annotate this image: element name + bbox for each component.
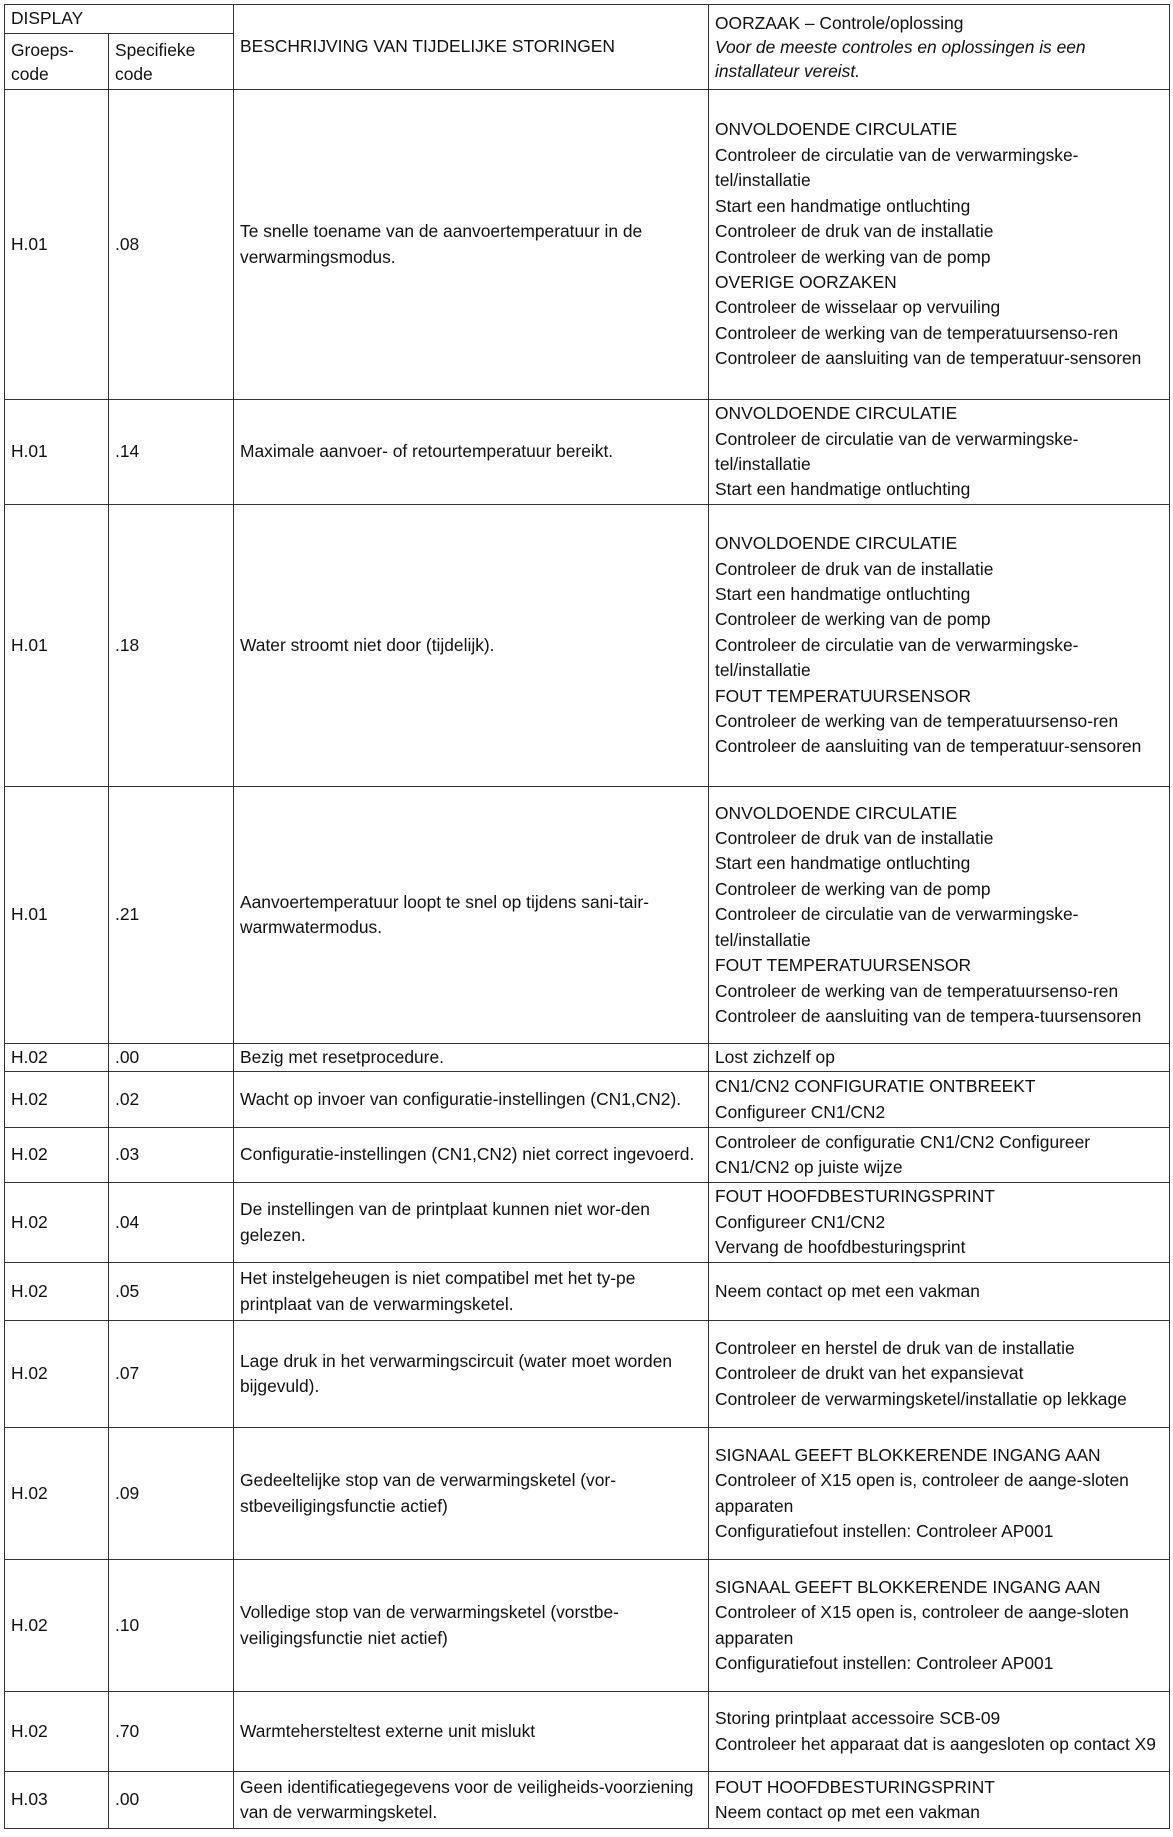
description-header: BESCHRIJVING VAN TIJDELIJKE STORINGEN [234,5,709,90]
cause-line: CN1/CN2 CONFIGURATIE ONTBREEKT [715,1076,1036,1097]
specific-code-cell: .07 [109,1321,234,1428]
cause-line: Storing printplaat accessoire SCB-09 [715,1708,1001,1729]
cause-line: Controleer de drukt van het expansievat [715,1363,1024,1384]
cause-line: Controleer de werking van de temperatuursenso-ren [715,322,1119,343]
cause-line: Controleer de druk van de installatie [715,221,994,242]
cause-header-title: OORZAAK – Controle/oplossing [715,13,964,33]
cause-line: ONVOLDOENDE CIRCULATIE [715,802,958,823]
cause-line: FOUT HOOFDBESTURINGSPRINT [715,1186,995,1207]
table-row [5,1263,1170,1321]
specific-code-cell: .05 [109,1263,234,1321]
cause-line: Controleer de druk van de installatie [715,558,994,579]
cause-line: Controleer de werking van de pomp [715,878,991,899]
cause-line: Controleer en herstel de druk van de installatie [715,1337,1075,1358]
specific-code-cell: .00 [109,1772,234,1829]
cause-line: Controleer de werking van de temperatuursenso-ren [715,711,1119,732]
table-row [5,1321,1170,1428]
cause-line: Controleer de circulatie van de verwarmingske-tel/installatie [715,904,1079,950]
table-row [5,1772,1170,1829]
cause-line: FOUT TEMPERATUURSENSOR [715,955,972,976]
cause-header [709,5,1170,90]
cause-cell [709,1692,1170,1772]
description-cell: De instellingen van de printplaat kunnen niet wor-den gelezen. [234,1183,709,1263]
cause-header-note: Voor de meeste controles en oplossingen is een installateur vereist. [715,37,1086,81]
cause-line: Configuratiefout instellen: Controleer AP001 [715,1652,1054,1673]
description-cell: Het instelgeheugen is niet compatibel met het ty-pe printplaat van de verwarmingsketel. [234,1263,709,1321]
cause-line: Controleer de circulatie van de verwarmingske-tel/installatie [715,634,1079,681]
group-code-cell: H.02 [5,1263,109,1321]
group-code-cell: H.01 [5,90,109,400]
group-code-cell: H.02 [5,1560,109,1692]
group-code-cell: H.02 [5,1072,109,1128]
description-cell: Maximale aanvoer- of retourtemperatuur bereikt. [234,400,709,505]
table-body [5,90,1170,1829]
cause-line: Configuratiefout instellen: Controleer AP001 [715,1520,1054,1541]
cause-cell [709,505,1170,787]
description-cell: Bezig met resetprocedure. [234,1044,709,1072]
cause-line: Controleer de druk van de installatie [715,828,994,849]
specific-code-cell: .70 [109,1692,234,1772]
cause-line: FOUT HOOFDBESTURINGSPRINT [715,1776,995,1797]
cause-line: Controleer de werking van de temperatuursenso-ren Controleer de aansluiting van de tempera-tuursensoren [715,980,1142,1026]
cause-line: Start een handmatige ontluchting [715,195,971,216]
cause-line: Controleer de circulatie van de verwarmingske-tel/installatie [715,428,1079,474]
cause-line: Lost zichzelf op [715,1046,835,1067]
cause-line: Neem contact op met een vakman [715,1280,980,1301]
table-row [5,1692,1170,1772]
group-code-cell: H.03 [5,1772,109,1829]
cause-cell [709,1321,1170,1428]
cause-line: Configureer CN1/CN2 [715,1101,886,1122]
cause-line: Controleer of X15 open is, controleer de aange-sloten apparaten [715,1602,1129,1648]
group-code-cell: H.01 [5,787,109,1044]
specific-code-cell: .00 [109,1044,234,1072]
cause-line: OVERIGE OORZAKEN [715,271,897,292]
description-cell: Gedeeltelijke stop van de verwarmingsketel (vor-stbeveiligingsfunctie actief) [234,1428,709,1560]
cause-cell [709,1560,1170,1692]
table-row [5,400,1170,505]
cause-line: Vervang de hoofdbesturingsprint [715,1237,966,1258]
cause-line: ONVOLDOENDE CIRCULATIE [715,403,958,424]
cause-line: Start een handmatige ontluchting [715,479,971,500]
specific-code-header: Specifieke code [109,34,234,90]
cause-line: SIGNAAL GEEFT BLOKKERENDE INGANG AAN [715,1444,1101,1465]
cause-line: Configureer CN1/CN2 [715,1211,886,1232]
specific-code-cell: .03 [109,1128,234,1183]
specific-code-cell: .09 [109,1428,234,1560]
cause-line: Controleer de verwarmingsketel/installatie op lekkage [715,1388,1127,1409]
table-row [5,787,1170,1044]
cause-cell [709,1183,1170,1263]
group-code-cell: H.02 [5,1428,109,1560]
cause-line: Start een handmatige ontluchting [715,583,971,604]
table-header [5,5,1170,90]
cause-line: Controleer het apparaat dat is aangesloten op contact X9 [715,1733,1156,1754]
table-row [5,1128,1170,1183]
cause-line: Controleer de werking van de pomp [715,246,991,267]
description-cell: Warmtehersteltest externe unit mislukt [234,1692,709,1772]
cause-line: Controleer de werking van de pomp [715,609,991,630]
specific-code-cell: .21 [109,787,234,1044]
group-code-cell: H.02 [5,1183,109,1263]
cause-line: SIGNAAL GEEFT BLOKKERENDE INGANG AAN [715,1576,1101,1597]
table-row [5,1044,1170,1072]
table-row [5,1072,1170,1128]
specific-code-cell: .10 [109,1560,234,1692]
group-code-cell: H.02 [5,1128,109,1183]
cause-line: Controleer de circulatie van de verwarmingske-tel/installatie [715,144,1079,191]
cause-line: Controleer of X15 open is, controleer de aange-sloten apparaten [715,1470,1129,1516]
group-code-cell: H.02 [5,1692,109,1772]
description-cell: Te snelle toename van de aanvoertemperatuur in de verwarmingsmodus. [234,90,709,400]
cause-cell [709,787,1170,1044]
cause-cell [709,400,1170,505]
cause-cell [709,90,1170,400]
group-code-cell: H.01 [5,505,109,787]
description-cell: Configuratie-instellingen (CN1,CN2) niet correct ingevoerd. [234,1128,709,1183]
group-code-header: Groeps- code [5,34,109,90]
table-row [5,1183,1170,1263]
description-cell: Geen identificatiegegevens voor de veiligheids-voorziening van de verwarmingsketel. [234,1772,709,1829]
display-header: DISPLAY [5,5,234,34]
cause-line: Start een handmatige ontluchting [715,853,971,874]
cause-cell [709,1772,1170,1829]
fault-table [4,4,1170,1829]
description-cell: Lage druk in het verwarmingscircuit (water moet worden bijgevuld). [234,1321,709,1428]
cause-line: Controleer de aansluiting van de temperatuur-sensoren [715,348,1142,369]
cause-line: Neem contact op met een vakman [715,1802,980,1822]
table-row [5,1560,1170,1692]
specific-code-cell: .14 [109,400,234,505]
cause-cell [709,1128,1170,1183]
specific-code-cell: .02 [109,1072,234,1128]
cause-cell [709,1428,1170,1560]
specific-code-cell: .18 [109,505,234,787]
specific-code-cell: .08 [109,90,234,400]
description-cell: Aanvoertemperatuur loopt te snel op tijdens sani-tair-warmwatermodus. [234,787,709,1044]
table-row [5,505,1170,787]
cause-cell [709,1072,1170,1128]
cause-line: ONVOLDOENDE CIRCULATIE [715,119,958,140]
group-code-cell: H.02 [5,1044,109,1072]
description-cell: Water stroomt niet door (tijdelijk). [234,505,709,787]
cause-cell [709,1044,1170,1072]
table-row [5,90,1170,400]
table-row [5,1428,1170,1560]
cause-line: Controleer de aansluiting van de temperatuur-sensoren [715,736,1142,757]
group-code-cell: H.02 [5,1321,109,1428]
cause-line: Controleer de configuratie CN1/CN2 Configureer CN1/CN2 op juiste wijze [715,1131,1091,1177]
cause-cell [709,1263,1170,1321]
description-cell: Wacht op invoer van configuratie-instellingen (CN1,CN2). [234,1072,709,1128]
specific-code-cell: .04 [109,1183,234,1263]
group-code-cell: H.01 [5,400,109,505]
cause-line: Controleer de wisselaar op vervuiling [715,297,1001,318]
description-cell: Volledige stop van de verwarmingsketel (vorstbe-veiligingsfunctie niet actief) [234,1560,709,1692]
cause-line: FOUT TEMPERATUURSENSOR [715,685,972,706]
cause-line: ONVOLDOENDE CIRCULATIE [715,533,958,554]
